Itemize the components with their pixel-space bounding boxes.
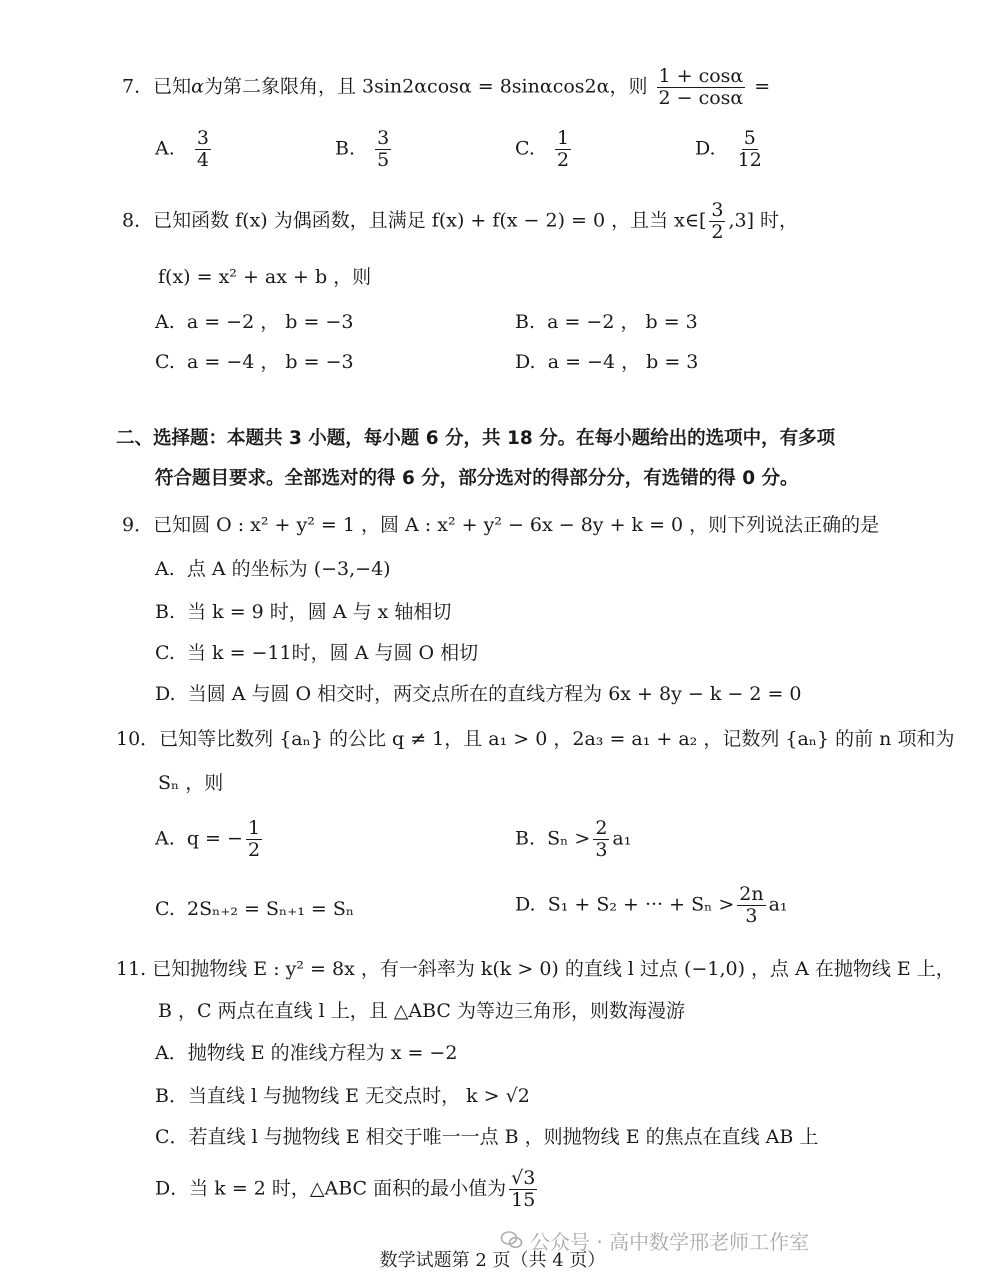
q9-option-d: D. 当圆 A 与圆 O 相交时，两交点所在的直线方程为 6x + 8y − k − 2 = 0: [155, 683, 802, 705]
q11-option-c: C．若直线 l 与抛物线 E 相交于唯一一点 B ，则抛物线 E 的焦点在直线 AB 上: [155, 1126, 819, 1148]
q8-stem-line2: f(x) = x² + ax + b ，则: [158, 266, 372, 288]
section2-heading-line1: 二、选择题：本题共 3 小题，每小题 6 分，共 18 分。在每小题给出的选项中，有多项: [116, 428, 836, 449]
q9-option-b: B. 当 k = 9 时，圆 A 与 x 轴相切: [155, 601, 452, 623]
page-footer: 数学试题第 2 页（共 4 页）: [379, 1250, 606, 1271]
q11-option-d: D．当 k = 2 时，△ABC 面积的最小值为 $\frac{√3}{15}$: [155, 1167, 536, 1211]
q7-option-a: A. $\frac{3}{4}$: [155, 127, 209, 171]
q7-option-d: D. $\frac{5}{12}$: [695, 127, 762, 171]
q10-option-d: D. S₁ + S₂ + ··· + Sₙ > $\frac{2n}{3}$ a₁: [515, 883, 788, 927]
q11-option-b: B．当直线 l 与抛物线 E 无交点时， k > √2: [155, 1085, 530, 1107]
q10-option-c: C. 2Sₙ₊₂ = Sₙ₊₁ = Sₙ: [155, 898, 355, 920]
section2-heading-line2: 符合题目要求。全部选对的得 6 分，部分选对的得部分分，有选错的得 0 分。: [155, 468, 799, 489]
q11-stem: 11. 已知抛物线 E : y² = 8x ，有一斜率为 k(k > 0) 的直线 l 过点 (−1,0) ，点 A 在抛物线 E 上，: [116, 958, 955, 980]
q8-option-d: D. a = −4 ， b = 3: [515, 351, 699, 373]
q8-option-c: C. a = −4 ， b = −3: [155, 351, 354, 373]
q10-option-a: A. q = − $\frac{1}{2}$: [155, 817, 261, 861]
q11-stem-line2: B ，C 两点在直线 l 上，且 △ABC 为等边三角形，则数海漫游: [158, 1000, 686, 1022]
q7-option-c: C. $\frac{1}{2}$: [515, 127, 570, 171]
q9-option-a: A. 点 A 的坐标为 (−3,−4): [155, 558, 391, 580]
q7-stem: 7．已知α为第二象限角，且 3sin2αcosα = 8sinαcos2α，则 $\frac{1 + \cos\alpha}{2 - \cos\alpha}$ =: [122, 65, 771, 109]
q8-stem: 8．已知函数 f(x) 为偶函数，且满足 f(x) + f(x − 2) = 0 ，且当 x∈[ $\frac{3}{2}$ ,3] 时，: [122, 199, 799, 243]
q8-option-a: A. a = −2 ， b = −3: [155, 311, 354, 333]
q9-option-c: C. 当 k = −11时，圆 A 与圆 O 相切: [155, 642, 479, 664]
q10-stem-line2: Sₙ ，则: [158, 772, 224, 794]
q11-option-a: A．抛物线 E 的准线方程为 x = −2: [155, 1042, 458, 1064]
q10-option-b: B. Sₙ > $\frac{2}{3}$ a₁: [515, 817, 632, 861]
q8-option-b: B. a = −2 ， b = 3: [515, 311, 698, 333]
q10-stem: 10．已知等比数列 {aₙ} 的公比 q ≠ 1，且 a₁ > 0 ，2a₃ = a₁ + a₂ ，记数列 {aₙ} 的前 n 项和为: [116, 728, 955, 750]
q9-stem: 9．已知圆 O : x² + y² = 1 ，圆 A : x² + y² − 6x − 8y + k = 0 ，则下列说法正确的是: [122, 514, 880, 536]
q7-option-b: B. $\frac{3}{5}$: [335, 127, 390, 171]
watermark-text: 公众号 · 高中数学邢老师工作室: [530, 1229, 810, 1254]
q7-fraction: $\frac{1 + \cos\alpha}{2 - \cos\alpha}$: [658, 65, 744, 109]
